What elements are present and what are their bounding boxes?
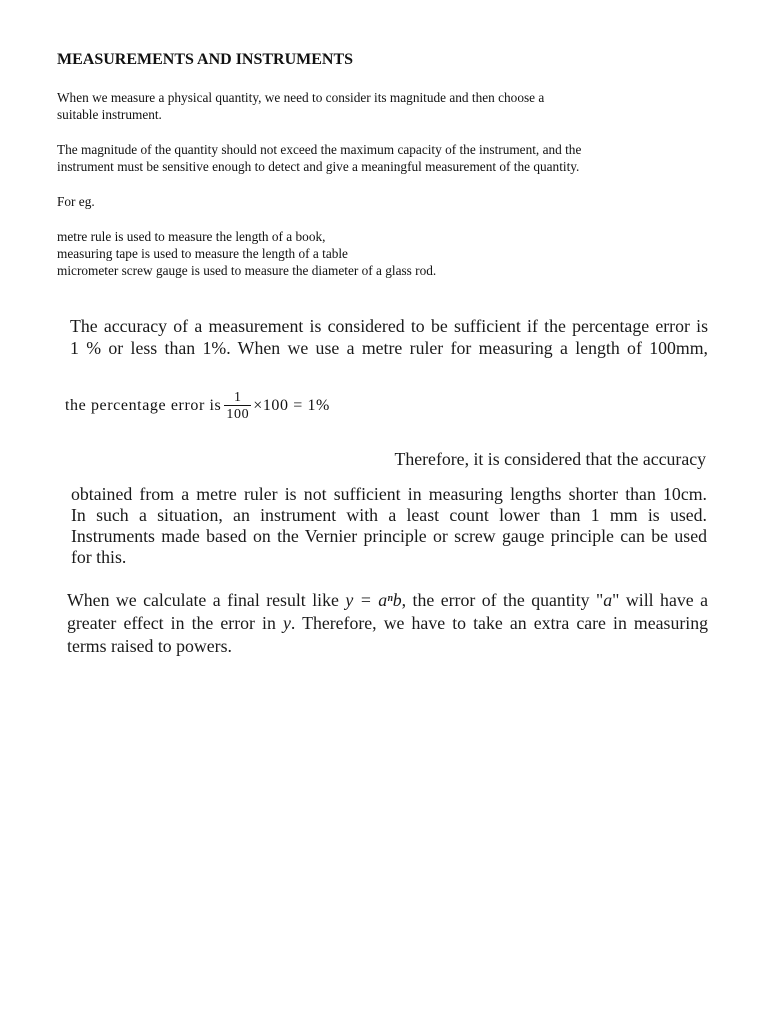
formula-prefix: the percentage error is — [65, 397, 222, 414]
for-eg-label: For eg. — [57, 194, 95, 209]
text-run: When we calculate a final result like — [67, 590, 346, 610]
intro-paragraph-1 — [57, 89, 677, 123]
variable-a: a — [603, 590, 613, 610]
intro-line: The magnitude of the quantity should not exceed the maximum capacity of the instrument, and the — [57, 142, 582, 157]
accuracy-paragraph — [70, 316, 708, 359]
metre-ruler-paragraph — [71, 484, 707, 568]
paragraph-line: obtained from a metre ruler is not sufficient in measuring lengths shorter than 10cm. — [71, 484, 707, 504]
fraction-denominator: 100 — [226, 407, 250, 422]
therefore-line: Therefore, it is considered that the accuracy — [394, 449, 706, 469]
paragraph-line — [67, 612, 708, 635]
paragraph-line — [67, 589, 708, 612]
accuracy-line: The accuracy of a measurement is considered to be sufficient if the percentage error is — [70, 316, 708, 336]
paragraph-line: In such a situation, an instrument with a least count lower than 1 mm is used. — [71, 505, 707, 525]
intro-line: suitable instrument. — [57, 107, 162, 122]
percentage-error-formula — [65, 390, 330, 422]
intro-line: instrument must be sensitive enough to detect and give a meaningful measurement of the quantity. — [57, 159, 580, 174]
powers-paragraph — [67, 589, 708, 658]
variable-y: y — [282, 613, 291, 633]
intro-paragraph-2 — [57, 141, 677, 175]
example-item: micrometer screw gauge is used to measure the diameter of a glass rod. — [57, 263, 437, 278]
text-run: greater effect in the error in — [67, 613, 283, 633]
text-run: , the error of the quantity " — [401, 590, 604, 610]
page-title: MEASUREMENTS AND INSTRUMENTS — [57, 51, 354, 68]
example-item: measuring tape is used to measure the length of a table — [57, 246, 348, 261]
text-run: " will have a — [612, 590, 708, 610]
text-run: . Therefore, we have to take an extra care in measuring — [290, 613, 708, 633]
formula-suffix: ×100 = 1% — [253, 397, 330, 414]
paragraph-line: Instruments made based on the Vernier principle or screw gauge principle can be used — [71, 526, 707, 546]
accuracy-line: 1 % or less than 1%. When we use a metre ruler for measuring a length of 100mm, — [70, 338, 708, 358]
examples-list — [57, 228, 677, 279]
example-item: metre rule is used to measure the length of a book, — [57, 229, 326, 244]
paragraph-line: terms raised to powers. — [67, 636, 232, 656]
intro-line: When we measure a physical quantity, we need to consider its magnitude and then choose a — [57, 90, 545, 105]
formula-inline: y = aⁿb — [345, 590, 402, 610]
fraction — [224, 390, 251, 422]
fraction-numerator: 1 — [233, 390, 242, 405]
paragraph-line: for this. — [71, 547, 127, 567]
